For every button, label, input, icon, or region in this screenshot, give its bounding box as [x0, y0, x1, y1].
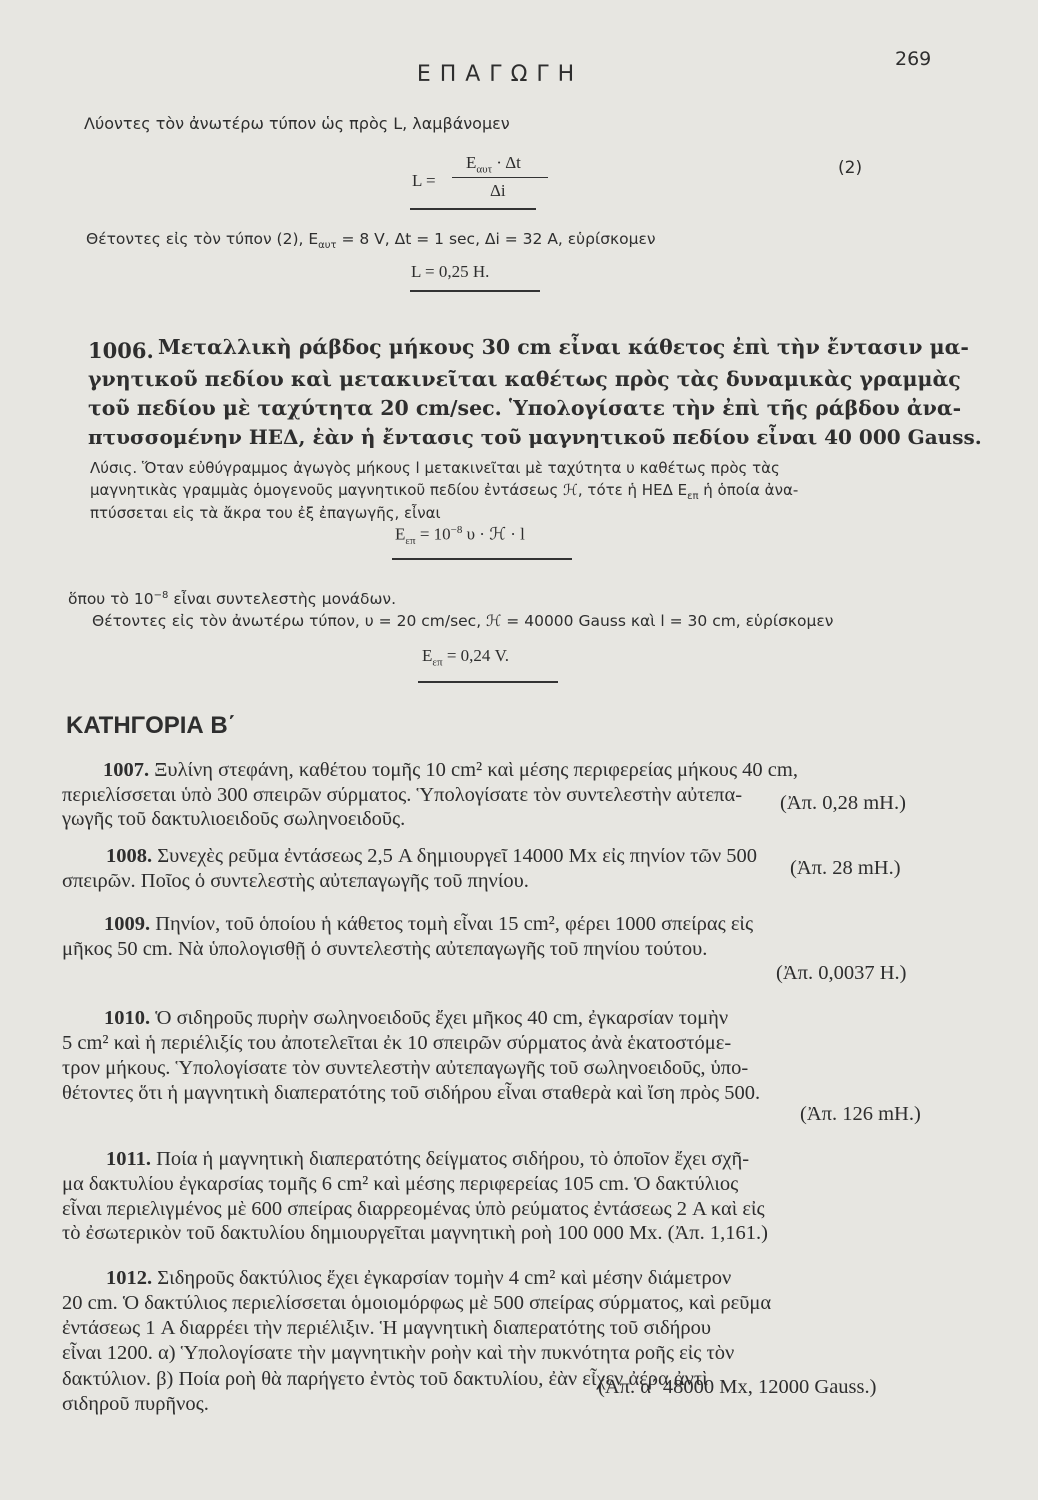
result-rule [418, 681, 558, 683]
problem-line: γωγῆς τοῦ δακτυλιοειδοῦς σωληνοειδοῦς. [62, 808, 406, 830]
problem-1007: 1007. Ξυλίνη στεφάνη, καθέτου τομῆς 10 cm² καὶ μέσης περιφερείας μήκους 40 cm, [103, 759, 798, 781]
intro-line: Λύοντες τὸν ἀνωτέρω τύπον ὡς πρὸς L, λαμβάνομεν [84, 114, 510, 133]
eq1-denominator: Δi [490, 181, 506, 200]
problem-line: εἶναι περιελιγμένος μὲ 600 σπείρας διαρρεομένας ὑπὸ ρεύματος ἐντάσεως 2 A καὶ εἰς [62, 1198, 765, 1220]
problem-line: σπειρῶν. Ποῖος ὁ συντελεστὴς αὐτεπαγωγῆς τοῦ πηνίου. [62, 870, 529, 892]
problem-line: μα δακτυλίου ἐγκαρσίας τομῆς 6 cm² καὶ μέσης περιφερείας 105 cm. Ὁ δακτύλιος [62, 1173, 739, 1195]
page-number: 269 [895, 48, 932, 70]
emf-formula: $E_{\varepsilon\pi} = 10^{-8}$ υ · ℋ · l [395, 524, 525, 548]
solution-line: Λύσις. Ὅταν εὐθύγραμμος ἀγωγὸς μήκους l μετακινεῖται μὲ ταχύτητα υ καθέτως πρὸς τὰς [90, 459, 780, 477]
problem-line: δακτύλιον. β) Ποία ροὴ θὰ παρήγετο ἐντὸς τοῦ δακτυλίου, ἐὰν εἶχεν ἀέρα ἀντὶ [62, 1368, 708, 1390]
note-line: ὅπου τὸ $10^{-8}$ εἶναι συντελεστὴς μονάδων. [68, 590, 397, 609]
problem-1008: 1008. Συνεχὲς ρεῦμα ἐντάσεως 2,5 A δημιουργεῖ 14000 Mx εἰς πηνίον τῶν 500 [106, 845, 757, 867]
problem-1006-line: πτυσσομένην ΗΕΔ, ἐὰν ἡ ἔντασις τοῦ μαγνητικοῦ πεδίου εἶναι 40 000 Gauss. [88, 425, 982, 449]
answer: (Ἀπ. 0,28 mH.) [780, 792, 906, 814]
substitution-line: Θέτοντες εἰς τὸν τύπον (2), $E_{\alpha\upsilon\tau} = 8$ V, Δt = 1 sec, Δi = 32 A, εὑρίσκομεν [86, 230, 656, 252]
running-header: ΕΠΑΓΩΓΗ [416, 62, 584, 87]
answer: (Ἀπ. 126 mH.) [800, 1103, 921, 1125]
substitution-line: Θέτοντες εἰς τὸν ἀνωτέρω τύπον, υ = 20 cm/sec, ℋ = 40000 Gauss καὶ l = 30 cm, εὑρίσκομεν [92, 612, 834, 630]
problem-line: μῆκος 50 cm. Νὰ ὑπολογισθῇ ὁ συντελεστὴς αὐτεπαγωγῆς τοῦ πηνίου τούτου. [62, 938, 708, 960]
problem-1006-line: Μεταλλικὴ ράβδος μήκους 30 cm εἶναι κάθετος ἐπὶ τὴν ἔντασιν μα- [158, 335, 969, 359]
problem-line: περιελίσσεται ὑπὸ 300 σπειρῶν σύρματος. Ὑπολογίσατε τὸν συντελεστὴν αὐτεπα- [62, 784, 743, 806]
eq1-numerator: $E_{\alpha\upsilon\tau} \cdot \Delta t$ [466, 153, 521, 176]
answer: (Ἀπ. α΄ 48000 Mx, 12000 Gauss.) [598, 1376, 877, 1398]
problem-line: 20 cm. Ὁ δακτύλιος περιελίσσεται ὁμοιομόρφως μὲ 500 σπείρας σύρματος, καὶ ρεῦμα [62, 1292, 772, 1314]
fraction-bar [452, 177, 548, 178]
equation-label: (2) [838, 158, 863, 178]
eq1-lhs: L = [412, 171, 436, 190]
answer: (Ἀπ. 0,0037 H.) [776, 962, 907, 984]
emf-result: $E_{\varepsilon\pi} = 0,24$ V. [422, 646, 510, 669]
problem-1006-line: τοῦ πεδίου μὲ ταχύτητα 20 cm/sec. Ὑπολογίσατε τὴν ἐπὶ τῆς ράβδου ἀνα- [88, 396, 962, 420]
problem-line: 5 cm² καὶ ἡ περιέλιξίς του ἀποτελεῖται ἐκ 10 σπειρῶν σύρματος ἀνὰ ἑκατοστόμε- [62, 1032, 732, 1054]
problem-1006-number: 1006. [88, 338, 154, 363]
problem-line: θέτοντες ὅτι ἡ μαγνητικὴ διαπερατότης τοῦ σιδήρου εἶναι σταθερὰ καὶ ἴση πρὸς 500. [62, 1082, 761, 1104]
solution-line: πτύσσεται εἰς τὰ ἄκρα του ἐξ ἐπαγωγῆς, εἶναι [90, 504, 441, 522]
answer: (Ἀπ. 28 mH.) [790, 857, 901, 879]
problem-1009: 1009. Πηνίον, τοῦ ὁποίου ἡ κάθετος τομὴ εἶναι 15 cm², φέρει 1000 σπείρας εἰς [104, 913, 754, 935]
result-rule [410, 208, 536, 210]
result-rule [392, 558, 572, 560]
problem-1010: 1010. Ὁ σιδηροῦς πυρὴν σωληνοειδοῦς ἔχει μῆκος 40 cm, ἐγκαρσίαν τομὴν [104, 1007, 729, 1029]
problem-1011: 1011. Ποία ἡ μαγνητικὴ διαπερατότης δείγματος σιδήρου, τὸ ὁποῖον ἔχει σχῆ- [106, 1148, 750, 1170]
problem-line: σιδηροῦ πυρῆνος. [62, 1393, 209, 1415]
problem-line: τὸ ἐσωτερικὸν τοῦ δακτυλίου δημιουργεῖται μαγνητικὴ ροὴ 100 000 Mx. (Ἀπ. 1,161.) [62, 1222, 768, 1244]
category-heading: ΚΑΤΗΓΟΡΙΑ Β΄ [66, 712, 236, 739]
result-L: L = 0,25 H. [411, 262, 490, 281]
problem-1012: 1012. Σιδηροῦς δακτύλιος ἔχει ἐγκαρσίαν τομὴν 4 cm² καὶ μέσην διάμετρον [106, 1267, 732, 1289]
problem-line: ἐντάσεως 1 A διαρρέει τὴν περιέλιξιν. Ἡ μαγνητικὴ διαπερατότης τοῦ σιδήρου [62, 1317, 712, 1339]
solution-line: μαγνητικὰς γραμμὰς ὁμογενοῦς μαγνητικοῦ πεδίου ἐντάσεως ℋ, τότε ἡ ΗΕΔ $E_{\varepsilon\pi}$ ἡ ὁποία ἀνα- [90, 481, 799, 502]
problem-line: εἶναι 1200. α) Ὑπολογίσατε τὴν μαγνητικὴν ροὴν καὶ τὴν πυκνότητα ροῆς εἰς τὸν [62, 1342, 735, 1364]
problem-line: τρον μήκους. Ὑπολογίσατε τὸν συντελεστὴν αὐτεπαγωγῆς τοῦ σωληνοειδοῦς, ὑπο- [62, 1057, 749, 1079]
result-rule [410, 290, 540, 292]
problem-1006-line: γνητικοῦ πεδίου καὶ μετακινεῖται καθέτως πρὸς τὰς δυναμικὰς γραμμὰς [88, 367, 961, 391]
